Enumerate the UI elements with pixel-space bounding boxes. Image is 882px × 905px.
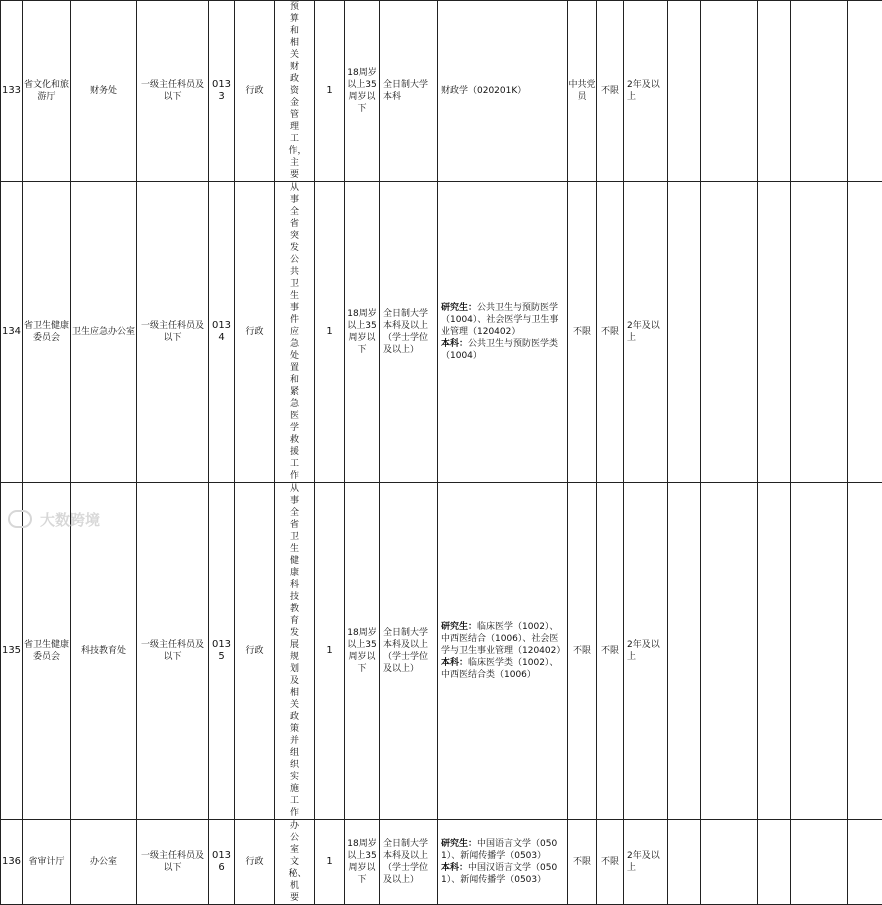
major-text: 中国语言文学（0501）、新闻传播学（0503） — [441, 839, 557, 861]
category-cell: 行政 — [235, 1, 275, 182]
major-text: 公共卫生与预防医学（1004）、社会医学与卫生事业管理（120402） — [441, 303, 558, 337]
political-cell: 不限 — [568, 483, 597, 820]
unit-cell: 科技教育处 — [71, 483, 137, 820]
gender-cell: 不限 — [597, 820, 624, 905]
major-cell — [438, 820, 568, 905]
major-text: 临床医学（1002）、中西医结合（1006）、社会医学与卫生事业管理（120402） — [441, 622, 565, 656]
duties-text: 预算和相关财政资金管理工作，主要 — [289, 1, 301, 181]
major-label: 本科： — [441, 658, 468, 668]
table-row — [1, 182, 882, 483]
empty-cell — [668, 1, 701, 182]
empty-cell — [668, 820, 701, 905]
gender-cell: 不限 — [597, 483, 624, 820]
empty-cell — [701, 483, 758, 820]
major-label: 研究生： — [441, 839, 477, 849]
category-cell: 行政 — [235, 182, 275, 483]
empty-cell — [701, 820, 758, 905]
empty-cell — [701, 182, 758, 483]
empty-cell — [791, 483, 848, 820]
age-cell: 18周岁以上35周岁以下 — [345, 182, 380, 483]
major-label: 研究生： — [441, 622, 477, 632]
code-cell: 0134 — [209, 182, 235, 483]
experience-cell: 2年及以上 — [624, 820, 668, 905]
duties-cell — [275, 483, 315, 820]
position-level-cell: 一级主任科员及以下 — [137, 182, 209, 483]
department-cell: 省卫生健康委员会 — [23, 182, 71, 483]
major-label: 本科： — [441, 339, 468, 349]
category-cell: 行政 — [235, 820, 275, 905]
row-index: 133 — [1, 1, 23, 182]
count-cell: 1 — [315, 1, 345, 182]
empty-cell — [668, 483, 701, 820]
unit-cell: 财务处 — [71, 1, 137, 182]
position-level-cell: 一级主任科员及以下 — [137, 1, 209, 182]
major-cell — [438, 182, 568, 483]
empty-cell — [848, 483, 882, 820]
empty-cell — [791, 1, 848, 182]
unit-cell: 办公室 — [71, 820, 137, 905]
position-level-cell: 一级主任科员及以下 — [137, 820, 209, 905]
empty-cell — [848, 1, 882, 182]
empty-cell — [758, 483, 791, 820]
watermark-text: 大数跨境 — [40, 509, 100, 530]
major-line — [441, 657, 565, 681]
department-cell: 省卫生健康委员会 — [23, 483, 71, 820]
code-cell: 0133 — [209, 1, 235, 182]
empty-cell — [791, 820, 848, 905]
empty-cell — [668, 182, 701, 483]
watermark — [8, 506, 100, 532]
major-text: 公共卫生与预防医学类（1004） — [441, 339, 558, 361]
department-cell: 省文化和旅游厅 — [23, 1, 71, 182]
position-level-cell: 一级主任科员及以下 — [137, 483, 209, 820]
political-cell: 不限 — [568, 820, 597, 905]
major-line — [441, 862, 565, 886]
major-line — [441, 338, 565, 362]
category-cell: 行政 — [235, 483, 275, 820]
gender-cell: 不限 — [597, 182, 624, 483]
empty-cell — [758, 1, 791, 182]
empty-cell — [848, 820, 882, 905]
empty-cell — [791, 182, 848, 483]
experience-cell: 2年及以上 — [624, 182, 668, 483]
row-index: 134 — [1, 182, 23, 483]
political-cell: 中共党员 — [568, 1, 597, 182]
education-cell: 全日制大学本科及以上（学士学位及以上） — [380, 820, 438, 905]
education-cell: 全日制大学本科 — [380, 1, 438, 182]
major-line — [441, 302, 565, 338]
unit-cell: 卫生应急办公室 — [71, 182, 137, 483]
empty-cell — [701, 1, 758, 182]
political-cell: 不限 — [568, 182, 597, 483]
table-row — [1, 1, 882, 182]
row-index: 135 — [1, 483, 23, 820]
age-cell: 18周岁以上35周岁以下 — [345, 820, 380, 905]
code-cell: 0136 — [209, 820, 235, 905]
empty-cell — [848, 182, 882, 483]
count-cell: 1 — [315, 483, 345, 820]
major-label: 本科： — [441, 863, 468, 873]
major-cell: 财政学（020201K） — [438, 1, 568, 182]
major-label: 研究生： — [441, 303, 477, 313]
age-cell: 18周岁以上35周岁以下 — [345, 1, 380, 182]
major-text: 临床医学类（1002）、中西医结合类（1006） — [441, 658, 558, 680]
empty-cell — [758, 182, 791, 483]
row-index: 136 — [1, 820, 23, 905]
experience-cell: 2年及以上 — [624, 483, 668, 820]
age-cell: 18周岁以上35周岁以下 — [345, 483, 380, 820]
code-cell: 0135 — [209, 483, 235, 820]
education-cell: 全日制大学本科及以上（学士学位及以上） — [380, 182, 438, 483]
duties-text: 从事全省突发公共卫生事件应急处置和紧急医学救援工作 — [289, 182, 301, 482]
major-line — [441, 621, 565, 657]
table-row — [1, 820, 882, 905]
watermark-logo-icon — [8, 510, 32, 528]
duties-text: 办公室文秘、机要 — [289, 820, 301, 904]
duties-cell — [275, 182, 315, 483]
duties-cell — [275, 1, 315, 182]
count-cell: 1 — [315, 820, 345, 905]
duties-cell — [275, 820, 315, 905]
major-text: 中国汉语言文学（0501）、新闻传播学（0503） — [441, 863, 557, 885]
department-cell: 省审计厅 — [23, 820, 71, 905]
count-cell: 1 — [315, 182, 345, 483]
experience-cell: 2年及以上 — [624, 1, 668, 182]
major-line — [441, 838, 565, 862]
empty-cell — [758, 820, 791, 905]
table-row — [1, 483, 882, 820]
gender-cell: 不限 — [597, 1, 624, 182]
duties-text: 从事全省卫生健康科技教育发展规划及相关政策并组织实施工作 — [289, 483, 301, 819]
major-cell — [438, 483, 568, 820]
education-cell: 全日制大学本科及以上（学士学位及以上） — [380, 483, 438, 820]
